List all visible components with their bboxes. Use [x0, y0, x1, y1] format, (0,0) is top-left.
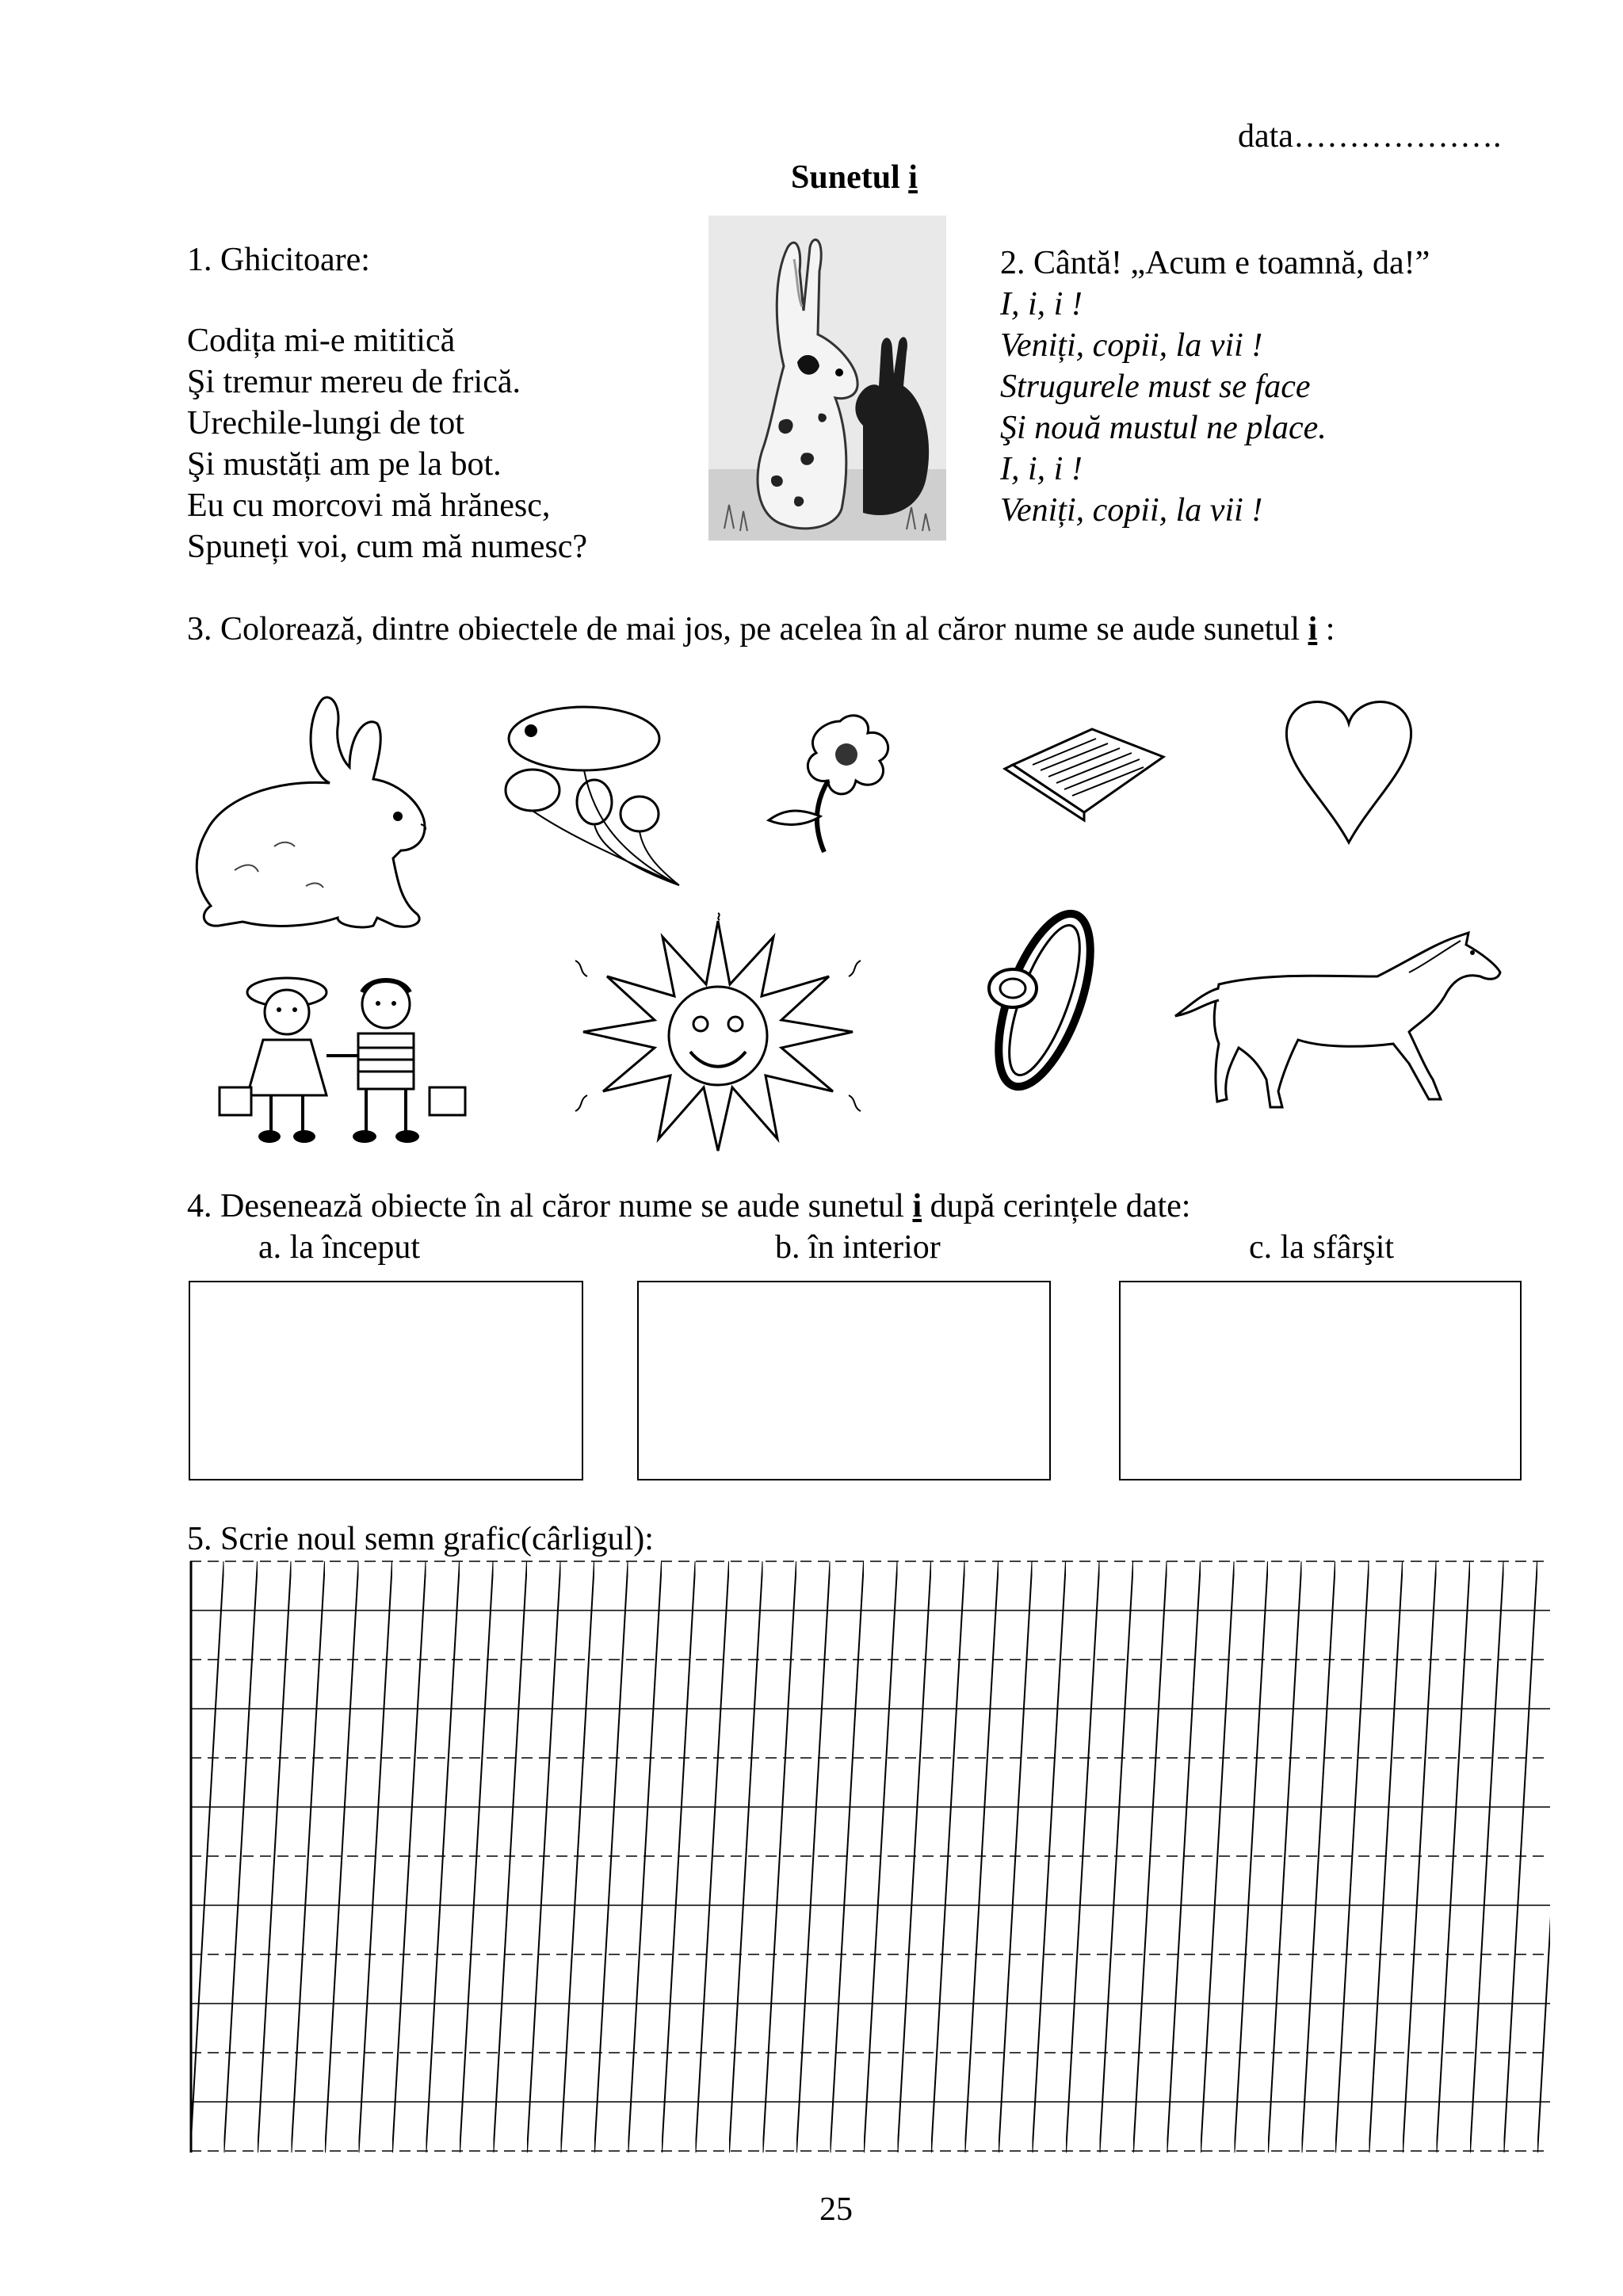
book-icon[interactable] [997, 721, 1171, 824]
song-line: I, i, i ! [1000, 286, 1083, 323]
song-line: Şi nouă mustul ne place. [1000, 410, 1327, 446]
riddle-heading: 1. Ghicitoare: [187, 242, 370, 278]
riddle-line: Şi mustăți am pe la bot. [187, 446, 502, 483]
column-label-c: c. la sfârşit [1249, 1229, 1395, 1266]
song-line: Strugurele must se face [1000, 369, 1311, 405]
song-line: Veniți, copii, la vii ! [1000, 492, 1263, 529]
balloons-icon[interactable] [501, 699, 699, 889]
riddle-line: Eu cu morcovi mă hrănesc, [187, 487, 551, 524]
task3-instruction: 3. Colorează, dintre obiectele de mai jos, pe acelea în al căror nume se aude sunetul i : [187, 611, 1335, 648]
riddle-line: Şi tremur mereu de frică. [187, 364, 521, 400]
page-number: 25 [819, 2191, 853, 2228]
rabbit-icon[interactable] [187, 688, 464, 942]
riddle-line: Codița mi-e mititică [187, 323, 456, 359]
drawing-box-b[interactable] [637, 1281, 1051, 1480]
drawing-box-c[interactable] [1119, 1281, 1522, 1480]
task4-letter: i [912, 1188, 922, 1224]
task3-letter: i [1308, 611, 1318, 648]
column-label-b: b. în interior [775, 1229, 941, 1266]
column-label-a: a. la început [258, 1229, 421, 1266]
horse-icon[interactable] [1171, 929, 1512, 1119]
handwriting-grid[interactable] [190, 1561, 1550, 2153]
song-line: I, i, i ! [1000, 451, 1083, 487]
song-lyrics [1000, 284, 1327, 531]
task4-instruction: 4. Desenează obiecte în al căror nume se aude sunetul i după cerințele date: [187, 1188, 1191, 1224]
heart-icon[interactable] [1277, 688, 1420, 854]
song-heading: 2. Cântă! „Acum e toamnă, da!” [1000, 245, 1430, 281]
drawing-box-a[interactable] [189, 1281, 583, 1480]
date-label: data………………. [1238, 118, 1502, 155]
rabbits-illustration [708, 216, 946, 541]
page-title: Sunetul i [791, 159, 918, 196]
flower-icon[interactable] [753, 705, 911, 856]
children-icon[interactable] [216, 968, 485, 1159]
title-letter: i [908, 159, 918, 196]
sun-icon[interactable] [559, 913, 876, 1159]
riddle-text [187, 320, 587, 567]
task5-instruction: 5. Scrie noul semn grafic(cârligul): [187, 1521, 654, 1557]
ring-icon[interactable] [981, 905, 1100, 1103]
riddle-line: Spuneți voi, cum mă numesc? [187, 529, 588, 565]
song-line: Veniți, copii, la vii ! [1000, 327, 1263, 364]
riddle-line: Urechile-lungi de tot [187, 405, 464, 441]
